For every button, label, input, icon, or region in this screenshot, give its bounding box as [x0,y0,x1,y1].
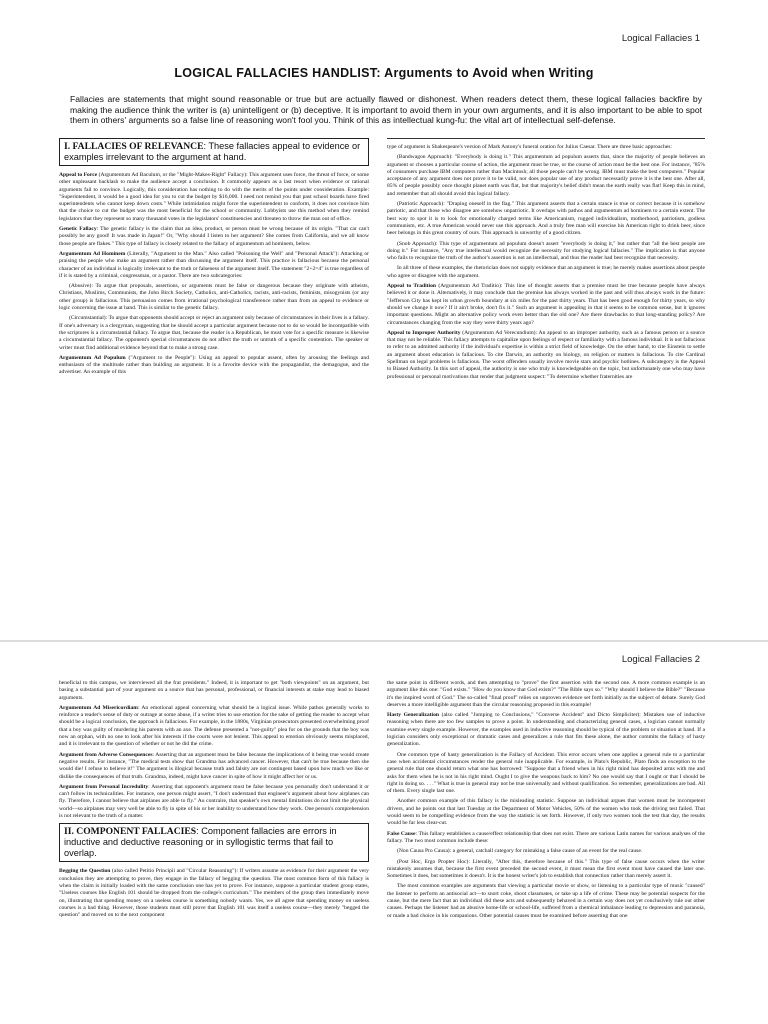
paragraph-text: : Asserting that an argument must be false because the implications of it being true would create negative results. For instance, "The medical tests show that Grandma has advanced cancer. However, that can't be true because then she would die! I refuse to believe it!" The argument is illogical because truth and falsity are not contingent based upon how much we like or dislike the consequences of that truth. Grandma, indeed, might have cancer in spite of how it might affect her or us. [59,751,369,780]
paragraph [387,883,705,919]
paragraph-text: The most common examples are arguments that viewing a particular movie or show, or listening to a particular type of music "caused" the listener to perform an antisocial act—to snort coke, shoot classmates, or take up a life of crime. These may be potential suspects for the cause, but the mere fact that an individual did these acts and subsequently behaved in a certain way does not yet conclusively rule out other causes. Perhaps the listener had an abusive home-life or school-life, suffered from a chemical imbalance leading to depression and paranoia, or made a bad choice in his companions. Other potential causes must be examined before asserting that one [387,883,705,919]
paragraph-list [59,868,369,919]
paragraph [387,848,705,855]
paragraph-text: (Argumentum Ad Baculum, or the "Might-Makes-Right" Fallacy): This argument uses force, the threat of force, or some other unpleasant backlash to make the audience accept a conclusion. It commonly appears as a last resort when evidence or rational arguments fail to convince. Logically, this consideration has nothing to do with the merits of the points under consideration. Example: "Superintendent, it would be a good idea for you to cut the budget by $16,000. I need not remind you that past school boards have fired superintendents who cannot keep down costs." While intimidation might force the superintendent to conform, it does not convince him that the choice to cut the budget was the most beneficial for the school or community. Lobbyists use this method when they remind legislators that they represent so many thousand votes in the legislators' constituencies and threaten to throw the man out of office. [59,172,369,222]
running-head: Logical Fallacies 2 [621,654,700,665]
paragraph [387,798,705,827]
paragraph [387,712,705,748]
fallacy-term: Appeal to Improper Authority [387,329,461,336]
page2-right-column [387,680,705,1024]
paragraph [59,784,369,820]
intro-paragraph: Fallacies are statements that might sound reasonable or true but are actually flawed or dishonest. When readers detect them, these logical fallacies backfire by making the audience think the writer is (a) unintelligent or (b) deceptive. It is important to avoid them in your own arguments, and it is also important to be able to spot them in others' arguments so a false line of reasoning won't fool you. Think of this as intellectual kung-fu: the vital art of intellectual self-defense. [70,94,702,126]
document-title: LOGICAL FALLACIES HANDLIST: Arguments to Avoid when Writing [174,66,594,80]
paragraph-text: (Snob Approach): This type of argumentum ad populum doesn't assert "everybody is doing it," but rather that "all the best people are doing it." For instance, "Any true intellectual would recognize the necessity for studying logical fallacies." The implication is that anyone who fails to recognize the truth of the author's assertion is not an intellectual, and thus the reader had best recognize that necessity. [387,240,705,262]
section-title: I. FALLACIES OF RELEVANCE [64,141,204,152]
paragraph [59,680,369,702]
paragraph-text: (Non Causa Pro Causa): a general, catchall category for mistaking a false cause of an event for the real cause. [397,848,643,855]
paragraph-text: : An emotional appeal concerning what should be a logical issue. While pathos generally works to reinforce a reader's sense of duty or outrage at some abuse, if a writer tries to use emotion for the sake of getting the reader to accept what should be a logical conclusion, the approach is fallacious. For example, in the 1880s, Virginian prosecutors presented overwhelming proof that a boy was guilty of murdering his parents with an axe. The defense presented a "not-guilty" plea for on the grounds that the boy was now an orphan, with no one to look after his interests if the courts were not lenient. This appeal to emotion obviously seems misplaced, and it is irrelevant to the question of whether or not he did the crime. [59,704,369,748]
paragraph-text: : The genetic fallacy is the claim that an idea, product, or person must be wrong because of its origin. "That car can't possibly be any good! It was made in Japan!" Or, "Why should I listen to her argument? She comes from California, and we all know those people are flakes." This type of fallacy is closely related to the fallacy of argumentum ad hominem, below. [59,226,369,247]
paragraph-text: ("Argument to the People"): Using an appeal to popular assent, often by arousing the feelings and enthusiasm of the multitude rather than building an argument. It is a favorite device with the propagandist, the demagogue, and the advertiser. An example of this [59,354,369,376]
page1-left-column [59,138,369,636]
paragraph-text: (Literally, "Argument to the Man." Also called "Poisoning the Well" and "Personal Attack"): Attacking or praising the people who make an argument rather than discussing the argument itself. This practice is fallacious because the personal character of an individual is logically irrelevant to the truth or falseness of the argument itself. The statement "2+2=4" is true regardless of if it is stated by a criminal, congressman, or a pastor. There are two subcategories: [59,250,369,279]
paragraph [387,283,705,327]
paragraph [387,201,705,237]
paragraph [59,868,369,919]
paragraph [387,265,705,280]
paragraph-text: : Asserting that opponent's argument must be false because you personally don't understand it or can't follow its technicalities. For instance, one person might assert, "I don't understand that engineer's argument about how airplanes can fly. Therefore, I cannot believe that airplanes are able to fly." Au contraire, that speaker's own mental limitations do not limit the physical world—so airplanes may very well be able to fly in spite of his or her inability to understand how they work. One person's comprehension is not relevant to the truth of a matter. [59,783,369,820]
paragraph-text: (Circumstantial): To argue that opponents should accept or reject an argument only because of circumstances in their lives is a fallacy. If one's adversary is a clergyman, suggesting that he should accept a particular argument because not to do so would be incompatible with the scriptures is a circumstantial fallacy. To argue that, because the reader is a Republican, he must vote for a specific measure is likewise a circumstantial fallacy. The opponent's special circumstances do not affect the truth or untruth of a specific contention. The speaker or writer must find additional evidence beyond that to make a strong case. [59,315,369,351]
paragraph-text: One common type of hasty generalization is the Fallacy of Accident. This error occurs when one applies a general rule to a particular case when accidental circumstances render the general rule inapplicable. For example, in Plato's Republic, Plato finds an exception to the general rule that one should return what one has borrowed: "Suppose that a friend when in his right mind has deposited arms with me and asks for them when he is not in his right mind. Ought I to give the weapons back to him? No one would say that I ought or that I should be right in doing so. . . ." What is true in general may not be true universally and without qualification. So remember, generalizations are bad. All of them. Every single last one. [387,751,705,795]
section-heading-component [59,823,369,862]
paragraph-list [387,680,705,920]
paragraph-text: (Post Hoc, Ergo Propter Hoc): Literally, "After this, therefore because of this." This type of false cause occurs when the writer mistakenly assumes that, because the first event preceded the second event, it must mean the first event must have caused the later one. Sometimes it does, but sometimes it doesn't. It is the honest writer's job to establish that connection rather than merely assert it. [387,858,705,880]
paragraph-text: (Argumentum Ad Verecundium): An appeal to an improper authority, such as a famous person or a source that may not be reliable. This fallacy attempts to capitalize upon feelings of respect or familiarity with a famous individual. It is not fallacious to refer to an admitted authority if the individual's expertise is within a strict field of knowledge. On the other hand, to cite Einstein to settle an argument about education is fallacious. To cite Darwin, an authority on biology, on religion or matters is fallacious. To cite Cardinal Spellman on legal problems is fallacious. The worst offenders usually involve movie stars and psychic hotlines. A subcategory is the Appeal to Biased Authority. In this sort of appeal, the authority is one who truly is knowledgeable on the topic, but unfortunately one who may have professional or personal motivations that render that judgment suspect: "To determine whether fraternities are [387,329,705,380]
paragraph-text: (also called "Jumping to Conclusions," "Converse Accident" and Dicto Simpliciter): Mistaken use of inductive reasoning when there are too few samples to prove a point. In understanding and characterizing general cases, a logician cannot normally examine every single example. However, the examples used in inductive reasoning should be typical of the problem or situation at hand. If a logician considers only exceptional or dramatic cases and generalizes a rule that fits these alone, the author commits the fallacy of hasty generalization. [387,712,705,748]
page-2 [0,642,768,1024]
paragraph [387,330,705,381]
paragraph-text: Another common example of this fallacy is the misleading statistic. Suppose an individual argues that women must be incompetent drivers, and he points out that last Tuesday at the Department of Motor Vehicles, 50% of the women who took the driving test failed. That would seem to be compelling evidence from the way the statistic is set forth. However, if only two women took the test that day, the results would be far less clear-cut. [387,798,705,827]
paragraph [59,226,369,248]
paragraph-text: (Bandwagon Approach): "Everybody is doing it." This argumentum ad populum asserts that, since the majority of people believes an argument or chooses a particular course of action, the argument must be true, or the course of action must be the best one. For instance, "85% of consumers purchase IBM computers rather than Macintosh; all those people can't be wrong. IBM must make the best computers." Popular acceptance of any argument does not prove it to be valid, nor does popular use of any product necessarily prove it is the best one. After all, 85% of people possibly once thought planet earth was flat, but that majority's belief didn't mean the earth really was flat! Keep this in mind, and remember that all should avoid this logical fallacy. [387,154,705,197]
fallacy-term: Hasty Generalization [387,712,440,719]
paragraph [387,154,705,198]
paragraph [387,680,705,709]
section-title: II. COMPONENT FALLACIES [64,826,197,838]
paragraph-text: (Abusive): To argue that proposals, assertions, or arguments must be false or dangerous because they originate with atheists, Christians, Muslims, Communists, the John Birch Society, Catholics, anti-Catholics, racists, anti-racists, feminists, misogynists (or any other group) is fallacious. This persuasion comes from irrational psychological transference rather than from an appeal to evidence or logic concerning the issue at hand. This is similar to the genetic fallacy. [59,283,369,312]
fallacy-term: Argumentum Ad Misericordiam [59,704,138,711]
fallacy-term: Argument from Adverse Consequences [59,751,153,758]
fallacy-term: Genetic Fallacy [59,226,97,233]
paragraph [387,144,705,151]
section-description: : These fallacies appeal to evidence or examples irrelevant to the argument at hand. [64,141,361,162]
paragraph-text: the same point in different words, and then attempting to "prove" the first assertion with the second one. A more common example is an argument like this one: "God exists." "How do you know that God exists?" "The Bible says so." "Why should I believe the Bible?" "Because it's the inspired word of God." The so-called "final proof" relies on unproven evidence set forth initially as the subject of debate. Surely God deserves a more intelligible argument than the circular reasoning proposed in this example! [387,680,705,708]
fallacy-term: False Cause [387,830,416,837]
paragraph [387,752,705,796]
fallacy-term: Appeal to Force [59,172,98,178]
paragraph [59,355,369,377]
paragraph-text: beneficial to this campus, we interviewed all the frat presidents." Indeed, it is important to get "both viewpoints" on an argument, but basing a substantial part of your argument on a source that has personal, professional, or financial interests at stake may lead to biased arguments. [59,680,369,701]
paragraph [387,241,705,263]
paragraph-text: type of argument is Shakespeare's version of Mark Antony's funeral oration for Julius Caesar. There are three basic approaches: [387,144,672,150]
page2-left-column [59,680,369,1024]
fallacy-term: Argumentum Ad Hominem [59,250,126,257]
paragraph [387,859,705,881]
paragraph [59,172,369,223]
column-rule [387,138,705,139]
running-head: Logical Fallacies 1 [621,33,700,44]
fallacy-term: Argument from Personal Incredulity [59,783,149,790]
paragraph [59,705,369,749]
paragraph [59,283,369,312]
paragraph-text: (Patriotic Approach): "Draping oneself in the flag." This argument asserts that a certain stance is true or correct because it is somehow patriotic, and that those who disagree are somehow unpatriotic. It overlaps with pathos and argumentum ad hominem to a certain extent. The best way to spot it is to look for emotionally charged terms like Americanism, rugged individualism, motherhood, patriotism, godless communism, etc. A true American would never use this approach. And a truly free man will exercise his American right to drink beer, since beer belongs in this great country of ours. This approach is unworthy of a good citizen. [387,201,705,237]
paragraph [59,752,369,781]
fallacy-term: Appeal to Tradition [387,283,436,290]
paragraph-text: : This fallacy establishes a cause/effect relationship that does not exist. There are various Latin names for various analyses of the fallacy. The two most common include these: [387,830,705,844]
paragraph-text: In all three of these examples, the rhetorician does not supply evidence that an argument is true; he merely makes assertions about people who agree or disagree with the argument. [387,265,705,279]
section-heading-relevance [59,138,369,166]
fallacy-term: Argumentum Ad Populum [59,354,126,361]
paragraph [387,831,705,846]
paragraph [59,251,369,280]
paragraph-list [387,144,705,381]
page1-right-column [387,138,705,636]
paragraph-list [59,680,369,820]
section-description: : Component fallacies are errors in inductive and deductive reasoning or in syllogistic terms that fail to overlap. [64,826,337,859]
fallacy-term: Begging the Question [59,868,111,875]
paragraph-list [59,172,369,377]
paragraph-text: (also called Petitio Principii and "Circular Reasoning"): If writers assume as evidence for their argument the very conclusion they are attempting to prove, they engage in the fallacy of begging the question. The most common form of this fallacy is when the claim is initially loaded with the same conclusion one has yet to prove. For instance, suppose a particular student group states, "Useless courses like English 101 should be dropped from the college's curriculum." The members of the group then immediately move on, illustrating that spending money on a useless course is something nobody wants. Yes, we all agree that spending money on useless courses is a bad thing. However, those students must still prove that English 101 was itself a useless course—they merely "begged the question" and moved on to the next component [59,868,369,919]
paragraph-text: (Argumentum Ad Traditio): This line of thought asserts that a premise must be true because people have always believed it or done it. Alternatively, it may conclude that the premise has always worked in the past and will thus always work in the future: "Jefferson City has kept its urban growth boundary at six miles for the past thirty years. That has been good enough for thirty years, so why should we change it now? If it ain't broke, don't fix it." Such an argument is appealing in that it seems to be common sense, but it ignores important questions. Might an alternative policy work even better than the old one? Are there drawbacks to that long-standing policy? Are circumstances changing from the way they were thirty years ago? [387,283,705,326]
paragraph [59,315,369,351]
